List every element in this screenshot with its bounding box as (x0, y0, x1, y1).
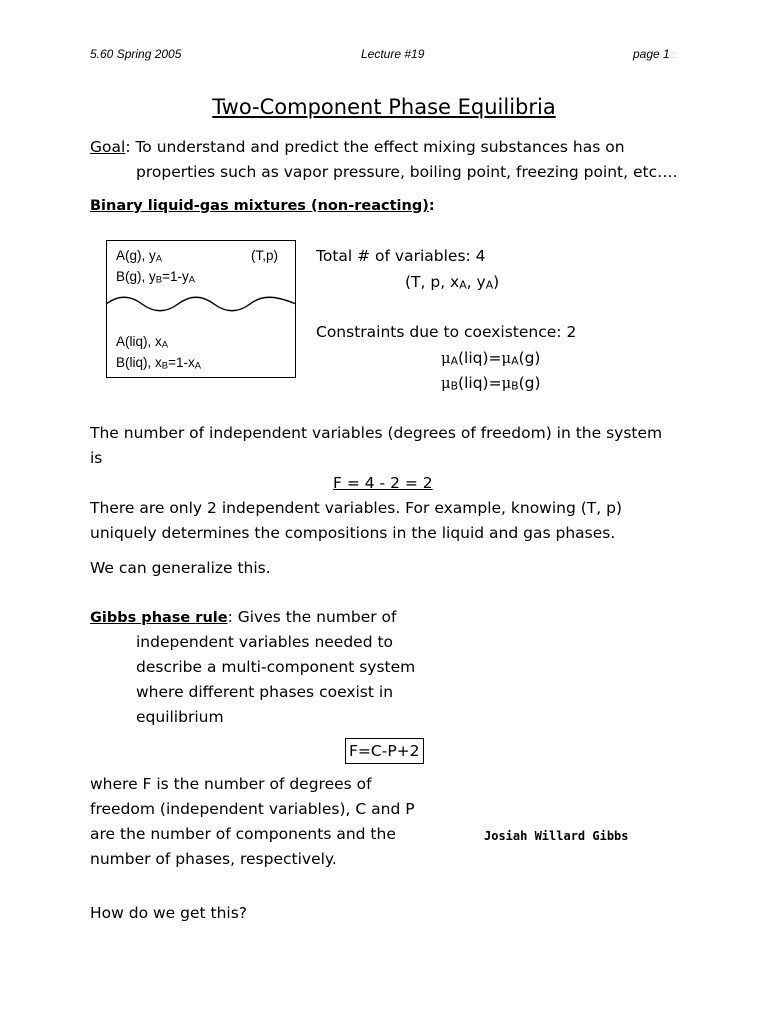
tp-label: (T,p) (251, 248, 278, 263)
gibbs-label: Gibbs phase rule (90, 610, 228, 626)
liq-line-2: B(liq), xB=1-xA (116, 355, 201, 372)
goal-label: Goal (90, 138, 126, 156)
goal-line-1: Goal: To understand and predict the effect mixing substances has on (90, 138, 625, 156)
where-line-1: where F is the number of degrees of (90, 775, 372, 793)
header-lecture: Lecture #19 (361, 47, 425, 61)
gibbs-line-3: describe a multi-component system (136, 658, 416, 676)
gibbs-line-5: equilibrium (136, 708, 224, 726)
indep-line-2: is (90, 449, 103, 467)
gibbs-line-1: Gibbs phase rule: Gives the number of (90, 608, 397, 626)
header-page: page 1□ (633, 47, 676, 61)
liq-line-1: A(liq), xA (116, 334, 169, 351)
where-line-3: are the number of components and the (90, 825, 396, 843)
gas-line-2: B(g), yB=1-yA (116, 269, 195, 286)
indep-line-1: The number of independent variables (degrees of freedom) in the system (90, 424, 663, 442)
total-variables: Total # of variables: 4 (316, 247, 486, 265)
phase-box-diagram (106, 240, 296, 378)
gibbs-formula: F=C-P+2 (345, 738, 424, 764)
header-course: 5.60 Spring 2005 (90, 47, 182, 61)
generalize-text: We can generalize this. (90, 559, 271, 577)
gas-line-1: A(g), yA (116, 248, 163, 265)
gibbs-portrait-caption: Josiah Willard Gibbs (484, 829, 629, 843)
constraint-eq-a: μA(liq)=μA(g) (441, 349, 541, 368)
constraints-heading: Constraints due to coexistence: 2 (316, 323, 577, 341)
only2-line-1: There are only 2 independent variables. For example, knowing (T, p) (90, 499, 623, 517)
gibbs-line-2: independent variables needed to (136, 633, 394, 651)
constraint-eq-b: μB(liq)=μB(g) (441, 374, 541, 393)
phase-boundary-wave (106, 293, 296, 315)
question-text: How do we get this? (90, 904, 248, 922)
variables-list: (T, p, xA, yA) (405, 273, 500, 292)
only2-line-2: uniquely determines the compositions in the liquid and gas phases. (90, 524, 616, 542)
where-line-2: freedom (independent variables), C and P (90, 800, 415, 818)
binary-heading: Binary liquid-gas mixtures (non-reacting): (90, 198, 435, 214)
where-line-4: number of phases, respectively. (90, 850, 337, 868)
page-title: Two-Component Phase Equilibria (212, 95, 556, 119)
goal-line-2: properties such as vapor pressure, boiling point, freezing point, etc…. (136, 163, 678, 181)
f-equation: F = 4 - 2 = 2 (333, 474, 433, 492)
gibbs-line-4: where different phases coexist in (136, 683, 394, 701)
